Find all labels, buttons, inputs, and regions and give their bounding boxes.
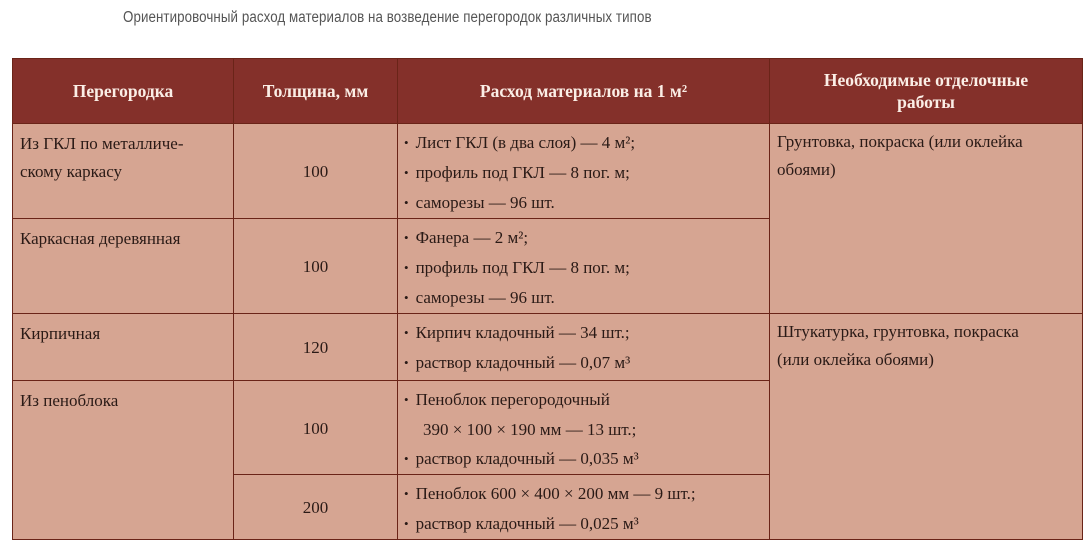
material-item: • профиль под ГКЛ — 8 пог. м; <box>404 158 763 188</box>
materials-list <box>398 475 770 540</box>
materials-list <box>398 219 770 314</box>
finish-works <box>770 124 1083 314</box>
material-item: • раствор кладочный — 0,07 м³ <box>404 348 763 378</box>
thickness-value: 100 <box>234 381 398 475</box>
finish-line1: Грунтовка, покраска (или оклейка <box>777 132 1023 151</box>
materials-list <box>398 314 770 381</box>
header-thickness: Толщина, мм <box>234 59 398 124</box>
thickness-value: 200 <box>234 475 398 540</box>
material-item: • саморезы — 96 шт. <box>404 188 763 218</box>
header-finish-line2: работы <box>897 92 955 112</box>
material-item: • Лист ГКЛ (в два слоя) — 4 м²; <box>404 128 763 158</box>
partition-name-line2: скому каркасу <box>20 162 123 181</box>
header-row <box>13 59 1083 124</box>
partition-name <box>13 124 234 219</box>
finish-line2: обоями) <box>777 160 836 179</box>
materials-list <box>398 381 770 475</box>
material-item: • раствор кладочный — 0,025 м³ <box>404 509 763 539</box>
partition-name: Кирпичная <box>13 314 234 381</box>
header-partition: Перегородка <box>13 59 234 124</box>
partition-name: Из пеноблока <box>13 381 234 540</box>
material-item: • раствор кладочный — 0,035 м³ <box>404 444 763 474</box>
material-item: • Кирпич кладочный — 34 шт.; <box>404 318 763 348</box>
material-item: • Фанера — 2 м²; <box>404 223 763 253</box>
material-item: • саморезы — 96 шт. <box>404 283 763 313</box>
finish-line2: (или оклейка обоями) <box>777 350 934 369</box>
partition-name: Каркасная деревянная <box>13 219 234 314</box>
header-finish-line1: Необходимые отделочные <box>823 70 1029 90</box>
partition-name-line1: Из ГКЛ по металличе- <box>20 134 184 153</box>
material-item: • Пеноблок перегородочный <box>404 385 763 415</box>
table-row <box>13 314 1083 381</box>
table-caption: Ориентировочный расход материалов на возведение перегородок различных типов <box>123 9 652 26</box>
material-item: • Пеноблок 600 × 400 × 200 мм — 9 шт.; <box>404 479 763 509</box>
header-materials: Расход материалов на 1 м² <box>398 59 770 124</box>
thickness-value: 100 <box>234 124 398 219</box>
material-item-continued: 390 × 100 × 190 мм — 13 шт.; <box>423 420 637 439</box>
header-finish <box>770 59 1083 124</box>
table-row <box>13 124 1083 219</box>
finish-works <box>770 314 1083 540</box>
finish-line1: Штукатурка, грунтовка, покраска <box>777 322 1019 341</box>
thickness-value: 120 <box>234 314 398 381</box>
materials-table <box>12 58 1083 540</box>
thickness-value: 100 <box>234 219 398 314</box>
materials-list <box>398 124 770 219</box>
material-item: • профиль под ГКЛ — 8 пог. м; <box>404 253 763 283</box>
